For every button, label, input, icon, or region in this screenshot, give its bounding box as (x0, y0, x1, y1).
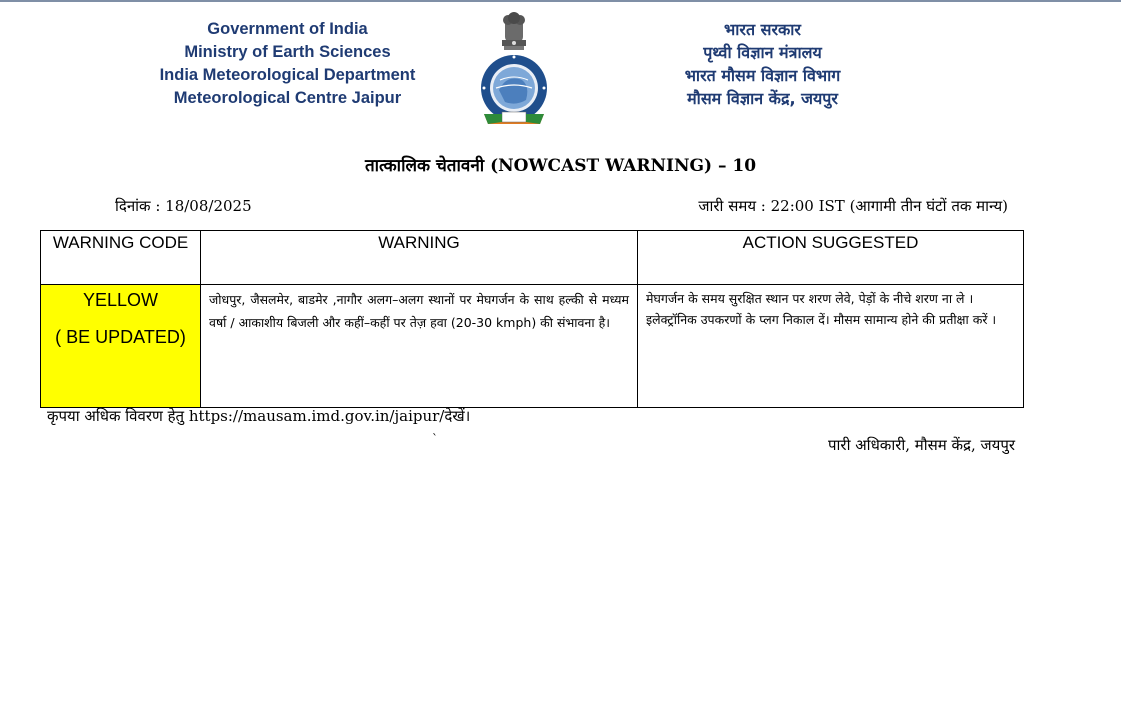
header-line-ministry-hindi: पृथ्वी विज्ञान मंत्रालय (703, 43, 822, 62)
table-header-row (41, 231, 1024, 285)
more-info-link-text: कृपया अधिक विवरण हेतु https://mausam.imd.gov.in/jaipur/देखें। (47, 407, 471, 425)
stray-mark: ` (432, 432, 438, 446)
top-border (0, 0, 1121, 2)
warning-title: तात्कालिक चेतावनी (NOWCAST WARNING) – 10 (364, 156, 757, 176)
header-line-government: Government of India (207, 20, 368, 38)
header-line-department-hindi: भारत मौसम विज्ञान विभाग (684, 66, 841, 85)
table-row (41, 285, 1024, 408)
header-line-ministry: Ministry of Earth Sciences (184, 43, 391, 61)
header-line-centre-hindi: मौसम विज्ञान केंद्र, जयपुर (687, 89, 838, 108)
warning-code-label: YELLOW (82, 290, 159, 310)
action-text: मेघगर्जन के समय सुरक्षित स्थान पर शरण लेवे, पेड़ों के नीचे शरण ना ले । इलेक्ट्रॉनिक उपकरणों के प्लग निकाल दें। मौसम सामान्य होने की प्रतीक्षा करें । (638, 285, 1024, 408)
issue-date: दिनांक : 18/08/2025 (115, 197, 252, 215)
header-action-suggested: ACTION SUGGESTED (638, 231, 1024, 285)
warning-code-subtext: ( BE UPDATED) (55, 327, 186, 347)
issue-time: जारी समय : 22:00 IST (आगामी तीन घंटों तक मान्य) (698, 197, 1008, 215)
header-line-centre: Meteorological Centre Jaipur (173, 89, 402, 107)
warning-code-cell (41, 285, 201, 408)
signatory: पारी अधिकारी, मौसम केंद्र, जयपुर (828, 436, 1015, 454)
english-header (120, 18, 455, 110)
warning-text: जोधपुर, जैसलमेर, बाडमेर ,नागौर अलग–अलग स्थानों पर मेघगर्जन के साथ हल्की से मध्यम वर्षा / आकाशीय बिजली और कहीं–कहीं पर तेज़ हवा (20-30 kmph) की संभावना है। (201, 285, 638, 408)
header-line-government-hindi: भारत सरकार (724, 20, 801, 39)
header-warning: WARNING (201, 231, 638, 285)
hindi-header (640, 18, 885, 110)
warning-table (40, 230, 1024, 408)
imd-emblem-icon (472, 10, 556, 132)
header-line-department: India Meteorological Department (159, 66, 416, 84)
header-warning-code: WARNING CODE (41, 231, 201, 285)
